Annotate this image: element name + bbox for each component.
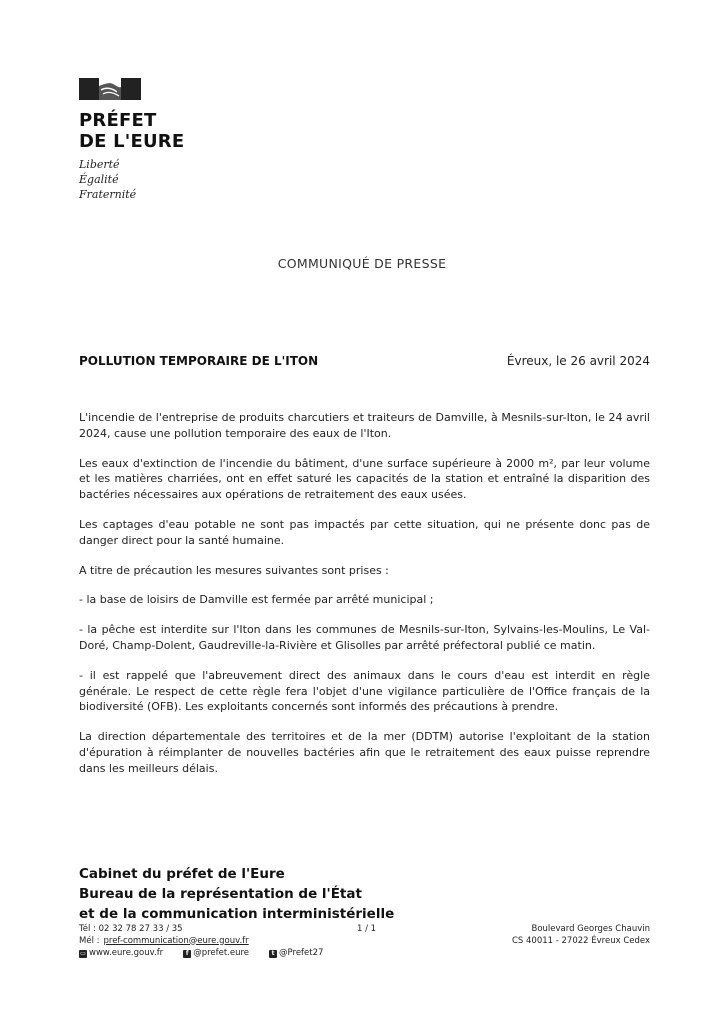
footer-cabinet (79, 864, 394, 924)
cabinet-line: Cabinet du préfet de l'Eure (79, 866, 285, 882)
body-paragraph: L'incendie de l'entreprise de produits charcutiers et traiteurs de Damville, à Mesnils-sur-Iton, le 24 avril 2024, cause une pollution temporaire des eaux de l'Iton. (79, 411, 650, 440)
motto-liberte: Liberté (79, 158, 120, 171)
prefet-name-line1: PRÉFET (79, 110, 157, 131)
press-release-title: POLLUTION TEMPORAIRE DE L'ITON (79, 354, 319, 368)
contact-phone: Tél : 02 32 78 27 33 / 35 (79, 924, 183, 934)
marianne-logo-icon (79, 78, 141, 100)
body-paragraph: Les captages d'eau potable ne sont pas impactés par cette situation, qui ne présente donc pas de danger direct pour la santé humaine. (79, 517, 650, 547)
page-number: 1 / 1 (357, 924, 377, 934)
facebook-icon: f (183, 950, 191, 958)
footer-address (480, 924, 650, 947)
body-list-item: - la base de loisirs de Damville est fermée par arrêté municipal ; (79, 593, 434, 607)
website-link[interactable]: www.eure.gouv.fr (89, 948, 164, 958)
body-paragraph: La direction départementale des territoires et de la mer (DDTM) autorise l'exploitant de la station d'épuration à réimplanter de nouvelles bactéries afin que le retraitement des eaux puisse reprendre dans les meilleurs délais. (79, 730, 650, 775)
body-paragraph: A titre de précaution les mesures suivantes sont prises : (79, 563, 389, 577)
website-item[interactable] (79, 948, 163, 960)
twitter-item[interactable] (269, 948, 323, 960)
twitter-link[interactable]: @Prefet27 (279, 948, 324, 958)
cabinet-line: Bureau de la représentation de l'État (79, 886, 362, 902)
press-release-date: Évreux, le 26 avril 2024 (506, 354, 650, 368)
address-line2: CS 40011 - 27022 Évreux Cedex (511, 935, 650, 946)
prefet-name-line2: DE L'EURE (79, 131, 185, 152)
prefet-name (79, 110, 184, 152)
facebook-item[interactable] (183, 948, 249, 960)
title-row (79, 354, 650, 368)
web-icon: ▭ (80, 949, 86, 957)
contact-mail-line (79, 936, 379, 948)
body-list-item: - il est rappelé que l'abreuvement direct des animaux dans le cours d'eau est interdit en règle générale. Le respect de cette règle fera l'objet d'une vigilance particulière de l'Office français de la biodiversité (OFB). Les exploitants concernés sont informés des précautions à prendre. (79, 668, 650, 714)
press-release-body (79, 410, 650, 791)
address-line1: Boulevard Georges Chauvin (531, 924, 650, 934)
facebook-link[interactable]: @prefet.eure (193, 948, 250, 958)
cabinet-line: et de la communication interministérielle (79, 906, 395, 922)
motto-fraternite: Fraternité (79, 188, 137, 201)
republic-motto (79, 157, 184, 202)
footer-contact (79, 924, 379, 960)
contact-email-link[interactable]: pref-communication@eure.gouv.fr (103, 935, 249, 946)
social-row (79, 948, 379, 960)
body-paragraph: Les eaux d'extinction de l'incendie du bâtiment, d'une surface supérieure à 2000 m², par leur volume et les matières charriées, ont en effet saturé les capacités de la station et entraîné la disparition des bactéries nécessaires aux opérations de retraitement des eaux usées. (79, 456, 650, 502)
document-type: COMMUNIQUÉ DE PRESSE (277, 256, 447, 271)
twitter-icon: t (269, 950, 277, 958)
prefecture-logo-block (79, 78, 184, 202)
body-list-item: - la pêche est interdite sur l'Iton dans les communes de Mesnils-sur-Iton, Sylvains-les-Moulins, Le Val-Doré, Champ-Dolent, Gaudreville-la-Rivière et Glisolles par arrêté préfectoral publié ce matin. (79, 623, 650, 652)
mail-label: Mél : (79, 935, 100, 946)
motto-egalite: Égalité (79, 173, 119, 186)
